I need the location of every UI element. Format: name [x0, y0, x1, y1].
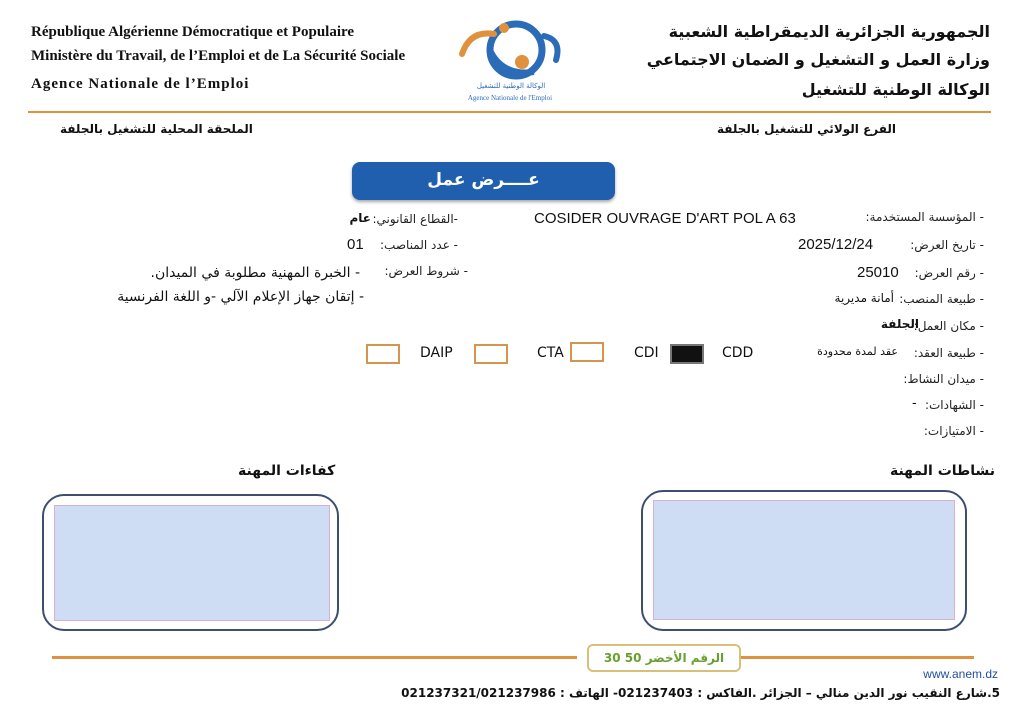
regional-branch: الفرع الولائي للتشغيل بالجلفة [716, 122, 896, 136]
sector-value: عام [349, 211, 371, 225]
cta-label: CTA [537, 345, 564, 361]
sector-label: -القطاع القانوني: [372, 212, 458, 226]
place-value: الجلفة [880, 317, 919, 331]
certificates-value: - [912, 396, 917, 411]
cta-checkbox[interactable] [474, 344, 508, 364]
activities-heading: نشاطات المهنة [889, 463, 995, 479]
condition-2: - إتقان جهاز الإعلام الآلي -و اللغة الفرنسية [117, 289, 364, 305]
skills-heading: كفاءات المهنة [238, 463, 336, 479]
number-label: - رقم العرض: [914, 266, 984, 280]
position-value: أمانة مديرية [834, 291, 894, 305]
daip-label: DAIP [420, 345, 453, 361]
cdi-checkbox[interactable] [570, 342, 604, 362]
daip-checkbox[interactable] [366, 344, 400, 364]
green-number: الرقم الأخضر 50 30 [603, 651, 725, 665]
field-label: - ميدان النشاط: [903, 372, 984, 386]
skills-content-area [54, 505, 330, 621]
header-ar-line2: وزارة العمل و التشغيل و الضمان الاجتماعي [646, 50, 990, 69]
header-ar-line1: الجمهورية الجزائرية الديمقراطية الشعبية [668, 22, 990, 41]
header-divider [28, 111, 991, 113]
cdi-label: CDI [634, 345, 659, 361]
employer-value: COSIDER OUVRAGE D'ART POL A 63 [534, 210, 796, 227]
cdd-checkbox[interactable] [670, 344, 704, 364]
conditions-label: - شروط العرض: [384, 264, 468, 278]
anem-logo [444, 16, 576, 106]
green-number-box [587, 644, 741, 672]
condition-1: - الخبرة المهنية مطلوبة في الميدان. [150, 265, 360, 281]
posts-label: - عدد المناصب: [380, 238, 458, 252]
local-branch: الملحقة المحلية للتشغيل بالجلفة [60, 122, 253, 136]
activities-content-area [653, 500, 955, 620]
employer-label: - المؤسسة المستخدمة: [865, 210, 984, 224]
footer-line-left [52, 656, 577, 659]
header-fr-line1: République Algérienne Démocratique et Populaire [31, 24, 355, 40]
logo-fr-text: Agence Nationale de l'Emploi [467, 94, 553, 102]
posts-value: 01 [347, 236, 364, 253]
privileges-label: - الامتيازات: [923, 424, 984, 438]
certificates-label: - الشهادات: [924, 398, 984, 412]
date-label: - تاريخ العرض: [910, 238, 984, 252]
place-label: - مكان العمل: [913, 319, 984, 333]
title-banner [352, 162, 615, 200]
header-fr-line3: Agence Nationale de l’Emploi [31, 76, 250, 92]
position-label: - طبيعة المنصب: [899, 292, 984, 306]
header-fr-line2: Ministère du Travail, de l’Emploi et de La Sécurité Sociale [31, 48, 406, 64]
header-ar-line3: الوكالة الوطنية للتشغيل [801, 80, 990, 99]
page-title: عــــرض عمل [427, 170, 540, 190]
contract-label: - طبيعة العقد: [913, 346, 984, 360]
contract-value: عقد لمدة محدودة [817, 345, 898, 358]
date-value: 2025/12/24 [798, 236, 874, 253]
website-link[interactable]: www.anem.dz [923, 667, 998, 681]
footer-address: 5.شارع النقيب نور الدين منالي – الجزائر .الفاكس : 021237403- الهاتف : 021237321/021237986 [401, 686, 1000, 700]
anem-logo-icon [444, 16, 576, 86]
logo-ar-text: الوكالة الوطنية للتشغيل [476, 82, 546, 90]
footer-line-right [740, 656, 974, 659]
activities-panel [641, 490, 967, 631]
cdd-label: CDD [722, 345, 754, 361]
skills-panel [42, 494, 339, 631]
number-value: 25010 [857, 264, 899, 281]
